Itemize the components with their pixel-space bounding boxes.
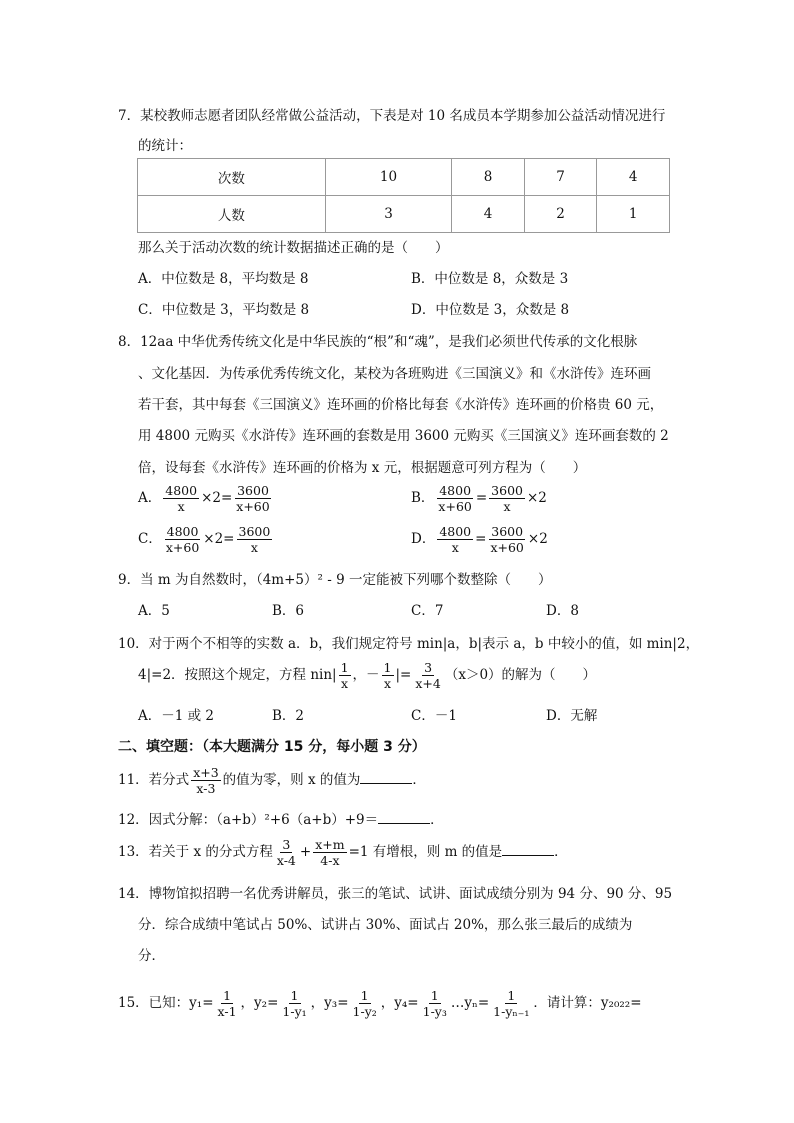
numerator: 1 — [383, 660, 392, 675]
text: 12．因式分解：（a+b）²+6（a+b）+9＝ — [118, 812, 379, 828]
q8-line1: 8．12aa 中华优秀传统文化是中华民族的“根”和“魂”，是我们必须世代传承的文化根脉 — [118, 334, 638, 350]
q7-option-c[interactable]: C．中位数是 3，平均数是 8 — [138, 302, 310, 318]
text: ，－ — [352, 667, 380, 683]
fraction — [489, 483, 525, 514]
q8-line2: 、文化基因．为传承优秀传统文化，某校为各班购进《三国演义》和《水浒传》连环画 — [138, 366, 651, 382]
q13 — [118, 837, 568, 868]
numerator: x+3 — [193, 765, 219, 780]
denominator: x — [250, 540, 258, 555]
denominator: 4-x — [320, 853, 340, 868]
q12 — [118, 808, 444, 828]
numerator: 3 — [424, 660, 433, 675]
numerator: 1 — [223, 988, 232, 1003]
fraction — [351, 988, 379, 1019]
q8-line4: 用 4800 元购买《水浒传》连环画的套数是用 3600 元购买《三国演义》连环画套数的 2 — [138, 428, 669, 444]
text: ，y₃= — [310, 995, 349, 1011]
text: |= — [395, 667, 412, 683]
q7-option-d[interactable]: D．中位数是 3，众数是 8 — [411, 302, 570, 318]
fraction — [216, 988, 239, 1019]
text: ． — [554, 844, 568, 860]
tail: ×2 — [526, 490, 547, 506]
fraction — [491, 988, 531, 1019]
fraction — [280, 988, 308, 1019]
denominator: x — [177, 499, 185, 514]
section-heading: 二、填空题：（本大题满分 15 分，每小题 3 分） — [118, 739, 426, 755]
table-cell: 人数 — [138, 196, 326, 233]
denominator: x-3 — [196, 781, 216, 796]
q7-option-a[interactable]: A．中位数是 8，平均数是 8 — [138, 271, 309, 287]
denominator: x — [451, 540, 459, 555]
q7-option-b[interactable]: B．中位数是 8，众数是 3 — [411, 271, 569, 287]
q10-line2 — [138, 660, 596, 691]
q10-line1: 10．对于两个不相等的实数 a．b，我们规定符号 min|a，b|表示 a，b 中较小的值，如 min|2， — [118, 636, 700, 652]
numerator: 4800 — [165, 483, 198, 498]
fraction — [313, 837, 346, 868]
fraction — [234, 483, 271, 514]
text: ． — [412, 772, 426, 788]
denominator: 1-y₁ — [282, 1004, 307, 1019]
denominator: 1-y₃ — [422, 1004, 447, 1019]
answer-blank[interactable] — [360, 771, 412, 784]
denominator: 1-yₙ₋₁ — [493, 1004, 530, 1019]
q9-option-a[interactable]: A．5 — [138, 603, 170, 619]
q7-question: 那么关于活动次数的统计数据描述正确的是（ ） — [138, 240, 449, 256]
denominator: x — [341, 676, 349, 691]
text: 11．若分式 — [118, 772, 190, 788]
numerator: 1 — [360, 988, 369, 1003]
numerator: 1 — [340, 660, 349, 675]
text: …yₙ= — [450, 995, 490, 1011]
numerator: 3600 — [491, 483, 523, 498]
q10-option-c[interactable]: C．－1 — [411, 708, 457, 724]
fraction — [163, 483, 199, 514]
text: （x＞0）的解为（ ） — [444, 667, 597, 683]
q14-line1: 14．博物馆拟招聘一名优秀讲解员，张三的笔试、试讲、面试成绩分别为 94 分、90 分、95 — [118, 886, 673, 902]
tail: ×2 — [527, 531, 548, 547]
option-label: D． — [411, 531, 436, 547]
q7-line1: 7．某校教师志愿者团队经常做公益活动，下表是对 10 名成员本学期参加公益活动情况进行 — [118, 108, 666, 124]
q10-option-a[interactable]: A．－1 或 2 — [138, 708, 215, 724]
operator: = — [475, 531, 487, 547]
denominator: 1-y₂ — [352, 1004, 377, 1019]
table-cell: 1 — [597, 196, 670, 233]
text: 15．已知：y₁= — [118, 995, 214, 1011]
q10-option-d[interactable]: D．无解 — [546, 708, 598, 724]
fraction — [488, 524, 525, 555]
fraction — [275, 837, 298, 868]
q7-table — [137, 158, 670, 233]
denominator: x+4 — [415, 676, 441, 691]
q8-line3: 若干套，其中每套《三国演义》连环画的价格比每套《水浒传》连环画的价格贵 60 元， — [138, 397, 664, 413]
denominator: x — [503, 499, 511, 514]
numerator: 4800 — [439, 483, 472, 498]
denominator: x+60 — [165, 540, 200, 555]
fraction — [339, 660, 351, 691]
text: 13．若关于 x 的分式方程 — [118, 844, 273, 860]
text: =1 有增根，则 m 的值是 — [348, 844, 503, 860]
q8-option-a[interactable] — [138, 483, 274, 514]
numerator: 3 — [282, 837, 291, 852]
operator: ×2= — [201, 490, 233, 506]
q9-option-c[interactable]: C．7 — [411, 603, 444, 619]
q11 — [118, 765, 426, 796]
numerator: 1 — [430, 988, 439, 1003]
denominator: x-1 — [217, 1004, 237, 1019]
answer-blank[interactable] — [378, 811, 430, 824]
numerator: 3600 — [237, 483, 269, 498]
q10-option-b[interactable]: B．2 — [272, 708, 305, 724]
table-cell: 8 — [452, 159, 525, 196]
table-cell: 7 — [524, 159, 597, 196]
q14-line3: 分． — [138, 948, 165, 964]
fraction — [437, 524, 473, 555]
fraction — [421, 988, 449, 1019]
fraction — [413, 660, 442, 691]
fraction — [436, 483, 473, 514]
fraction — [164, 524, 201, 555]
q7-line2: 的统计： — [138, 138, 192, 154]
table-cell: 10 — [325, 159, 451, 196]
fraction — [237, 524, 273, 555]
denominator: x — [383, 676, 392, 691]
numerator: 4800 — [166, 524, 199, 539]
option-label: C． — [138, 531, 162, 547]
table-cell: 4 — [597, 159, 670, 196]
q8-option-c[interactable] — [138, 524, 274, 555]
numerator: 3600 — [491, 524, 524, 539]
operator: ×2= — [203, 531, 235, 547]
q8-line5: 倍，设每套《水浒传》连环画的价格为 x 元，根据题意可列方程为（ ） — [138, 460, 587, 476]
fraction — [191, 765, 220, 796]
fraction — [382, 660, 394, 691]
table-cell: 2 — [524, 196, 597, 233]
text: ．请计算：y₂₀₂₂= — [533, 995, 642, 1011]
text: ，y₂= — [240, 995, 279, 1011]
table-cell: 次数 — [138, 159, 326, 196]
denominator: x+60 — [490, 540, 524, 555]
q9-text: 9．当 m 为自然数时，（4m+5）² - 9 一定能被下列哪个数整除（ ） — [118, 572, 552, 588]
text: 4|=2．按照这个规定，方程 nin| — [138, 667, 337, 683]
option-label: B． — [411, 490, 435, 506]
text: ． — [430, 812, 444, 828]
numerator: x+m — [315, 837, 345, 852]
q8-option-d[interactable] — [411, 524, 548, 555]
text: 的值为零，则 x 的值为 — [222, 772, 361, 788]
operator: = — [475, 490, 488, 506]
q9-option-d[interactable]: D．8 — [546, 603, 579, 619]
text: ，y₄= — [380, 995, 419, 1011]
table-row — [138, 196, 670, 233]
table-cell: 3 — [325, 196, 451, 233]
numerator: 1 — [507, 988, 516, 1003]
denominator: x+60 — [236, 499, 270, 514]
q8-option-b[interactable] — [411, 483, 547, 514]
numerator: 4800 — [439, 524, 472, 539]
numerator: 3600 — [238, 524, 271, 539]
answer-blank[interactable] — [502, 843, 554, 856]
text: + — [299, 844, 312, 860]
table-row — [138, 159, 670, 196]
numerator: 1 — [290, 988, 299, 1003]
option-label: A． — [138, 490, 162, 506]
q15 — [118, 988, 642, 1019]
q14-line2: 分．综合成绩中笔试占 50%、试讲占 30%、面试占 20%，那么张三最后的成绩为 — [138, 917, 633, 933]
table-cell: 4 — [452, 196, 525, 233]
q9-option-b[interactable]: B．6 — [272, 603, 305, 619]
denominator: x+60 — [438, 499, 472, 514]
denominator: x-4 — [276, 853, 296, 868]
